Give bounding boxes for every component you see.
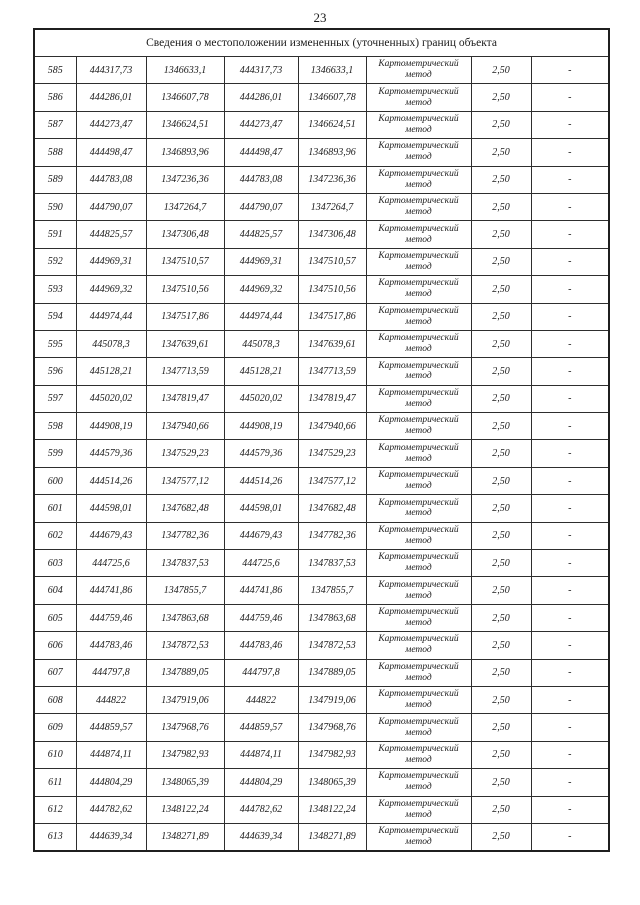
- accuracy-cell: 2,50: [471, 221, 531, 248]
- y-updated-cell: 1347889,05: [298, 659, 366, 686]
- point-number-cell: 596: [34, 358, 76, 385]
- y-updated-cell: 1346633,1: [298, 57, 366, 84]
- marker-cell: -: [531, 166, 609, 193]
- y-existing-cell: 1347264,7: [146, 193, 224, 220]
- y-updated-cell: 1348271,89: [298, 823, 366, 850]
- point-number-cell: 600: [34, 467, 76, 494]
- x-existing-cell: 444498,47: [76, 139, 146, 166]
- method-cell: Картометрический метод: [366, 741, 471, 768]
- method-cell: Картометрический метод: [366, 303, 471, 330]
- method-cell: Картометрический метод: [366, 495, 471, 522]
- method-cell: Картометрический метод: [366, 166, 471, 193]
- table-row: [34, 632, 609, 659]
- boundaries-table: [33, 28, 610, 852]
- x-existing-cell: 444822: [76, 686, 146, 713]
- y-existing-cell: 1347855,7: [146, 577, 224, 604]
- x-updated-cell: 444782,62: [224, 796, 298, 823]
- x-existing-cell: 444874,11: [76, 741, 146, 768]
- x-updated-cell: 444822: [224, 686, 298, 713]
- x-existing-cell: 444679,43: [76, 522, 146, 549]
- accuracy-cell: 2,50: [471, 248, 531, 275]
- x-existing-cell: 444859,57: [76, 714, 146, 741]
- y-updated-cell: 1347919,06: [298, 686, 366, 713]
- accuracy-cell: 2,50: [471, 111, 531, 138]
- x-updated-cell: 444759,46: [224, 604, 298, 631]
- table-row: [34, 796, 609, 823]
- accuracy-cell: 2,50: [471, 714, 531, 741]
- marker-cell: -: [531, 467, 609, 494]
- method-cell: Картометрический метод: [366, 769, 471, 796]
- x-existing-cell: 444286,01: [76, 84, 146, 111]
- y-existing-cell: 1347682,48: [146, 495, 224, 522]
- method-cell: Картометрический метод: [366, 440, 471, 467]
- x-updated-cell: 444874,11: [224, 741, 298, 768]
- y-updated-cell: 1347682,48: [298, 495, 366, 522]
- y-updated-cell: 1347577,12: [298, 467, 366, 494]
- x-existing-cell: 444741,86: [76, 577, 146, 604]
- y-existing-cell: 1347510,57: [146, 248, 224, 275]
- x-existing-cell: 444969,31: [76, 248, 146, 275]
- marker-cell: -: [531, 741, 609, 768]
- x-existing-cell: 445020,02: [76, 385, 146, 412]
- marker-cell: -: [531, 248, 609, 275]
- y-updated-cell: 1347863,68: [298, 604, 366, 631]
- accuracy-cell: 2,50: [471, 139, 531, 166]
- y-existing-cell: 1347837,53: [146, 550, 224, 577]
- y-updated-cell: 1347782,36: [298, 522, 366, 549]
- marker-cell: -: [531, 769, 609, 796]
- method-cell: Картометрический метод: [366, 413, 471, 440]
- point-number-cell: 613: [34, 823, 76, 850]
- marker-cell: -: [531, 303, 609, 330]
- y-existing-cell: 1347713,59: [146, 358, 224, 385]
- accuracy-cell: 2,50: [471, 84, 531, 111]
- y-existing-cell: 1346607,78: [146, 84, 224, 111]
- marker-cell: -: [531, 522, 609, 549]
- x-updated-cell: 445078,3: [224, 330, 298, 357]
- method-cell: Картометрический метод: [366, 358, 471, 385]
- method-cell: Картометрический метод: [366, 276, 471, 303]
- accuracy-cell: 2,50: [471, 659, 531, 686]
- point-number-cell: 587: [34, 111, 76, 138]
- y-updated-cell: 1347639,61: [298, 330, 366, 357]
- table-row: [34, 714, 609, 741]
- y-existing-cell: 1347872,53: [146, 632, 224, 659]
- table-title: Сведения о местоположении измененных (уточненных) границ объекта: [34, 29, 609, 57]
- marker-cell: -: [531, 276, 609, 303]
- y-existing-cell: 1347510,56: [146, 276, 224, 303]
- marker-cell: -: [531, 714, 609, 741]
- y-updated-cell: 1347837,53: [298, 550, 366, 577]
- method-cell: Картометрический метод: [366, 823, 471, 850]
- point-number-cell: 608: [34, 686, 76, 713]
- table-row: [34, 330, 609, 357]
- accuracy-cell: 2,50: [471, 358, 531, 385]
- x-updated-cell: 444783,46: [224, 632, 298, 659]
- y-updated-cell: 1346893,96: [298, 139, 366, 166]
- point-number-cell: 601: [34, 495, 76, 522]
- y-updated-cell: 1346607,78: [298, 84, 366, 111]
- point-number-cell: 607: [34, 659, 76, 686]
- y-existing-cell: 1347236,36: [146, 166, 224, 193]
- table-row: [34, 823, 609, 850]
- y-updated-cell: 1347510,56: [298, 276, 366, 303]
- point-number-cell: 594: [34, 303, 76, 330]
- table-row: [34, 276, 609, 303]
- point-number-cell: 590: [34, 193, 76, 220]
- y-existing-cell: 1347889,05: [146, 659, 224, 686]
- accuracy-cell: 2,50: [471, 276, 531, 303]
- x-existing-cell: 444273,47: [76, 111, 146, 138]
- point-number-cell: 597: [34, 385, 76, 412]
- y-updated-cell: 1347510,57: [298, 248, 366, 275]
- x-updated-cell: 444514,26: [224, 467, 298, 494]
- method-cell: Картометрический метод: [366, 221, 471, 248]
- table-row: [34, 57, 609, 84]
- x-updated-cell: 444579,36: [224, 440, 298, 467]
- point-number-cell: 606: [34, 632, 76, 659]
- y-updated-cell: 1347855,7: [298, 577, 366, 604]
- method-cell: Картометрический метод: [366, 84, 471, 111]
- x-existing-cell: 444969,32: [76, 276, 146, 303]
- marker-cell: -: [531, 330, 609, 357]
- table-row: [34, 495, 609, 522]
- accuracy-cell: 2,50: [471, 495, 531, 522]
- y-updated-cell: 1347819,47: [298, 385, 366, 412]
- accuracy-cell: 2,50: [471, 193, 531, 220]
- x-existing-cell: 444639,34: [76, 823, 146, 850]
- marker-cell: -: [531, 495, 609, 522]
- method-cell: Картометрический метод: [366, 385, 471, 412]
- x-updated-cell: 444974,44: [224, 303, 298, 330]
- table-row: [34, 358, 609, 385]
- accuracy-cell: 2,50: [471, 303, 531, 330]
- table-row: [34, 139, 609, 166]
- page-number: 23: [313, 10, 327, 25]
- x-updated-cell: 444725,6: [224, 550, 298, 577]
- table-row: [34, 769, 609, 796]
- y-existing-cell: 1347919,06: [146, 686, 224, 713]
- table-row: [34, 577, 609, 604]
- marker-cell: -: [531, 221, 609, 248]
- point-number-cell: 588: [34, 139, 76, 166]
- marker-cell: -: [531, 796, 609, 823]
- y-existing-cell: 1347517,86: [146, 303, 224, 330]
- y-existing-cell: 1348122,24: [146, 796, 224, 823]
- table-row: [34, 84, 609, 111]
- y-existing-cell: 1347819,47: [146, 385, 224, 412]
- x-updated-cell: 444679,43: [224, 522, 298, 549]
- x-existing-cell: 444317,73: [76, 57, 146, 84]
- method-cell: Картометрический метод: [366, 248, 471, 275]
- y-existing-cell: 1346624,51: [146, 111, 224, 138]
- point-number-cell: 610: [34, 741, 76, 768]
- marker-cell: -: [531, 440, 609, 467]
- method-cell: Картометрический метод: [366, 632, 471, 659]
- marker-cell: -: [531, 604, 609, 631]
- table-row: [34, 413, 609, 440]
- table-title-row: [34, 29, 609, 57]
- marker-cell: -: [531, 358, 609, 385]
- y-existing-cell: 1347982,93: [146, 741, 224, 768]
- x-existing-cell: 444783,46: [76, 632, 146, 659]
- y-updated-cell: 1347982,93: [298, 741, 366, 768]
- marker-cell: -: [531, 84, 609, 111]
- x-existing-cell: 445128,21: [76, 358, 146, 385]
- y-existing-cell: 1347940,66: [146, 413, 224, 440]
- accuracy-cell: 2,50: [471, 166, 531, 193]
- y-updated-cell: 1347968,76: [298, 714, 366, 741]
- method-cell: Картометрический метод: [366, 139, 471, 166]
- point-number-cell: 605: [34, 604, 76, 631]
- accuracy-cell: 2,50: [471, 741, 531, 768]
- marker-cell: -: [531, 577, 609, 604]
- x-existing-cell: 444974,44: [76, 303, 146, 330]
- method-cell: Картометрический метод: [366, 111, 471, 138]
- marker-cell: -: [531, 193, 609, 220]
- table-row: [34, 193, 609, 220]
- x-existing-cell: 444725,6: [76, 550, 146, 577]
- marker-cell: -: [531, 550, 609, 577]
- table-row: [34, 111, 609, 138]
- x-updated-cell: 444969,31: [224, 248, 298, 275]
- marker-cell: -: [531, 139, 609, 166]
- y-updated-cell: 1347517,86: [298, 303, 366, 330]
- table-row: [34, 440, 609, 467]
- y-existing-cell: 1347863,68: [146, 604, 224, 631]
- method-cell: Картометрический метод: [366, 796, 471, 823]
- x-existing-cell: 444783,08: [76, 166, 146, 193]
- x-updated-cell: 444825,57: [224, 221, 298, 248]
- point-number-cell: 611: [34, 769, 76, 796]
- x-updated-cell: 444969,32: [224, 276, 298, 303]
- y-existing-cell: 1347639,61: [146, 330, 224, 357]
- x-updated-cell: 444317,73: [224, 57, 298, 84]
- point-number-cell: 595: [34, 330, 76, 357]
- method-cell: Картометрический метод: [366, 550, 471, 577]
- x-updated-cell: 444783,08: [224, 166, 298, 193]
- point-number-cell: 592: [34, 248, 76, 275]
- method-cell: Картометрический метод: [366, 577, 471, 604]
- y-existing-cell: 1348065,39: [146, 769, 224, 796]
- table-row: [34, 522, 609, 549]
- accuracy-cell: 2,50: [471, 440, 531, 467]
- x-updated-cell: 444598,01: [224, 495, 298, 522]
- x-existing-cell: 444797,8: [76, 659, 146, 686]
- method-cell: Картометрический метод: [366, 604, 471, 631]
- accuracy-cell: 2,50: [471, 522, 531, 549]
- y-existing-cell: 1347782,36: [146, 522, 224, 549]
- marker-cell: -: [531, 823, 609, 850]
- accuracy-cell: 2,50: [471, 769, 531, 796]
- point-number-cell: 604: [34, 577, 76, 604]
- y-existing-cell: 1347529,23: [146, 440, 224, 467]
- accuracy-cell: 2,50: [471, 604, 531, 631]
- method-cell: Картометрический метод: [366, 193, 471, 220]
- y-updated-cell: 1348122,24: [298, 796, 366, 823]
- marker-cell: -: [531, 659, 609, 686]
- y-existing-cell: 1347577,12: [146, 467, 224, 494]
- x-updated-cell: 444639,34: [224, 823, 298, 850]
- table-row: [34, 248, 609, 275]
- marker-cell: -: [531, 111, 609, 138]
- point-number-cell: 591: [34, 221, 76, 248]
- y-updated-cell: 1346624,51: [298, 111, 366, 138]
- accuracy-cell: 2,50: [471, 467, 531, 494]
- point-number-cell: 598: [34, 413, 76, 440]
- method-cell: Картометрический метод: [366, 330, 471, 357]
- marker-cell: -: [531, 413, 609, 440]
- point-number-cell: 585: [34, 57, 76, 84]
- y-existing-cell: 1346893,96: [146, 139, 224, 166]
- x-existing-cell: 445078,3: [76, 330, 146, 357]
- x-existing-cell: 444782,62: [76, 796, 146, 823]
- accuracy-cell: 2,50: [471, 823, 531, 850]
- table-row: [34, 604, 609, 631]
- x-updated-cell: 444908,19: [224, 413, 298, 440]
- y-existing-cell: 1347306,48: [146, 221, 224, 248]
- x-existing-cell: 444804,29: [76, 769, 146, 796]
- x-updated-cell: 444741,86: [224, 577, 298, 604]
- x-existing-cell: 444825,57: [76, 221, 146, 248]
- method-cell: Картометрический метод: [366, 522, 471, 549]
- accuracy-cell: 2,50: [471, 330, 531, 357]
- table-row: [34, 686, 609, 713]
- accuracy-cell: 2,50: [471, 796, 531, 823]
- y-updated-cell: 1347529,23: [298, 440, 366, 467]
- point-number-cell: 602: [34, 522, 76, 549]
- accuracy-cell: 2,50: [471, 550, 531, 577]
- y-updated-cell: 1347713,59: [298, 358, 366, 385]
- point-number-cell: 612: [34, 796, 76, 823]
- x-updated-cell: 444797,8: [224, 659, 298, 686]
- accuracy-cell: 2,50: [471, 686, 531, 713]
- x-updated-cell: 444273,47: [224, 111, 298, 138]
- marker-cell: -: [531, 57, 609, 84]
- y-existing-cell: 1348271,89: [146, 823, 224, 850]
- accuracy-cell: 2,50: [471, 57, 531, 84]
- method-cell: Картометрический метод: [366, 467, 471, 494]
- point-number-cell: 593: [34, 276, 76, 303]
- point-number-cell: 589: [34, 166, 76, 193]
- point-number-cell: 603: [34, 550, 76, 577]
- x-existing-cell: 444908,19: [76, 413, 146, 440]
- point-number-cell: 609: [34, 714, 76, 741]
- y-updated-cell: 1347236,36: [298, 166, 366, 193]
- accuracy-cell: 2,50: [471, 632, 531, 659]
- x-updated-cell: 445128,21: [224, 358, 298, 385]
- y-updated-cell: 1348065,39: [298, 769, 366, 796]
- table-row: [34, 659, 609, 686]
- table-row: [34, 303, 609, 330]
- x-updated-cell: 444859,57: [224, 714, 298, 741]
- x-existing-cell: 444790,07: [76, 193, 146, 220]
- marker-cell: -: [531, 686, 609, 713]
- table-row: [34, 550, 609, 577]
- point-number-cell: 599: [34, 440, 76, 467]
- table-row: [34, 385, 609, 412]
- y-existing-cell: 1347968,76: [146, 714, 224, 741]
- x-updated-cell: 445020,02: [224, 385, 298, 412]
- y-updated-cell: 1347872,53: [298, 632, 366, 659]
- x-updated-cell: 444804,29: [224, 769, 298, 796]
- x-updated-cell: 444790,07: [224, 193, 298, 220]
- accuracy-cell: 2,50: [471, 385, 531, 412]
- x-updated-cell: 444498,47: [224, 139, 298, 166]
- method-cell: Картометрический метод: [366, 714, 471, 741]
- x-existing-cell: 444514,26: [76, 467, 146, 494]
- method-cell: Картометрический метод: [366, 57, 471, 84]
- y-existing-cell: 1346633,1: [146, 57, 224, 84]
- marker-cell: -: [531, 632, 609, 659]
- marker-cell: -: [531, 385, 609, 412]
- table-row: [34, 741, 609, 768]
- y-updated-cell: 1347264,7: [298, 193, 366, 220]
- y-updated-cell: 1347306,48: [298, 221, 366, 248]
- x-existing-cell: 444579,36: [76, 440, 146, 467]
- point-number-cell: 586: [34, 84, 76, 111]
- accuracy-cell: 2,50: [471, 413, 531, 440]
- accuracy-cell: 2,50: [471, 577, 531, 604]
- method-cell: Картометрический метод: [366, 686, 471, 713]
- x-existing-cell: 444598,01: [76, 495, 146, 522]
- table-row: [34, 166, 609, 193]
- table-row: [34, 467, 609, 494]
- y-updated-cell: 1347940,66: [298, 413, 366, 440]
- table-row: [34, 221, 609, 248]
- x-updated-cell: 444286,01: [224, 84, 298, 111]
- x-existing-cell: 444759,46: [76, 604, 146, 631]
- method-cell: Картометрический метод: [366, 659, 471, 686]
